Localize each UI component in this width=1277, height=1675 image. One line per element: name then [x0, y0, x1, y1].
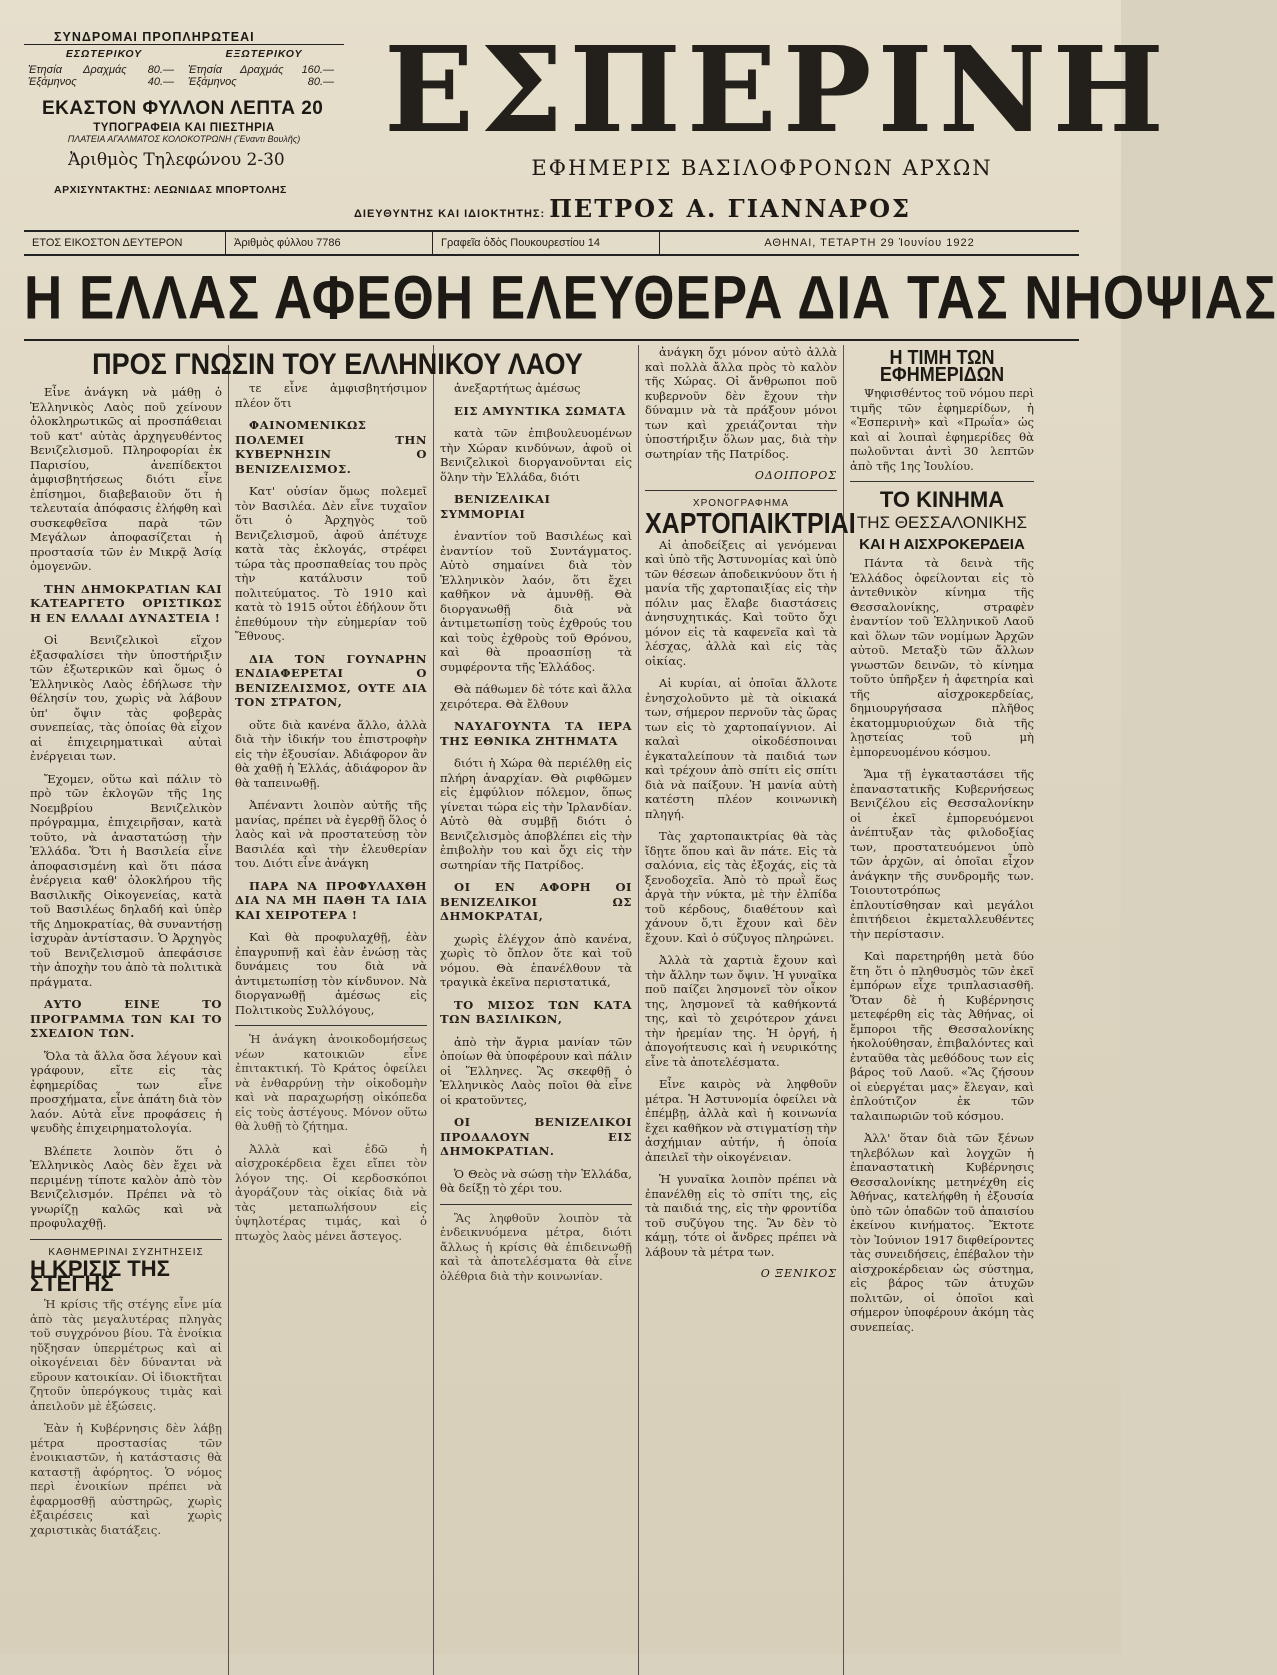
- info-year: ΕΤΟΣ ΕΙΚΟΣΤΟΝ ΔΕΥΤΕΡΟΝ: [24, 232, 226, 254]
- article-paragraph: Ἀλλὰ καὶ ἐδῶ ἡ αἰσχροκέρδεια ἔχει εἴπει τὸν λόγον της. Οἱ κερδοσκόποι ἀγοράζουν τὰς οἰκίας διὰ νὰ τὰς μεταπωλήσουν εἰς ὑψηλοτέρας τιμάς, καὶ ὁ πτωχὸς λαὸς μένει ἄστεγος.: [235, 1141, 427, 1243]
- masthead-left: [24, 30, 344, 230]
- column-4: [639, 345, 856, 1675]
- domestic-label: ΕΣΩΤΕΡΙΚΟΥ: [65, 48, 143, 60]
- subs-period: Ἑξάμηνος: [188, 76, 237, 88]
- article-paragraph: τε εἶνε ἀμφισβητήσιμον πλέον ὅτι: [235, 381, 427, 410]
- article-paragraph: κατὰ τῶν ἐπιβουλευομένων τὴν Χώραν κινδύνων, ἀφοῦ οἱ Βενιζελικοὶ διοργανοῦνται εἰς ὅλην τὴν Ἑλλάδα, διότι: [440, 426, 632, 484]
- newspaper-tagline: ΕΦΗΜΕΡΙΣ ΒΑΣΙΛΟΦΡΟΝΩΝ ΑΡΧΩΝ: [531, 156, 993, 180]
- subs-amount: 80.—: [147, 64, 174, 76]
- article-emphasis: ΑΥΤΟ ΕΙΝΕ ΤΟ ΠΡΟΓΡΑΜΜΑ ΤΩΝ ΚΑΙ ΤΟ ΣΧΕΔΙΟΝ ΤΩΝ.: [30, 997, 222, 1040]
- column-2: [229, 345, 434, 1675]
- article-paragraph: Θὰ πάθωμεν δὲ τότε καὶ ἄλλα χειρότερα. Θὰ ἔλθουν: [440, 682, 632, 711]
- lower-section-label: ΚΑΘΗΜΕΡΙΝΑΙ ΣΥΖΗΤΗΣΕΙΣ: [48, 1246, 204, 1258]
- article-paragraph: ἀνάγκη ὄχι μόνον αὐτὸ ἀλλὰ καὶ πολλὰ ἄλλα πρὸς τὸ καλὸν τῆς Χώρας. Οἱ ἄνθρωποι ποῦ κυβερνοῦν δὲν ἔχουν τὴν δύναμιν νὰ τὰ πράξουν μόνοι των καὶ χρειάζονται τὴν ὑποστήριξιν ὅλων μας, διὰ τὴν σωτηρίαν τῆς Πατρίδος.: [645, 345, 837, 461]
- article-emphasis: ΟΙ ΕΝ ΑΦΟΡΗ ΟΙ ΒΕΝΙΖΕΛΙΚΟΙ ΩΣ ΔΗΜΟΚΡΑΤΑΙ,: [440, 880, 632, 923]
- subs-row: [24, 64, 184, 76]
- subscriptions-table: [24, 48, 344, 88]
- director-name: ΠΕΤΡΟΣ Α. ΓΙΑΝΝΑΡΟΣ: [549, 194, 911, 223]
- article-paragraph: Ἡ κρίσις τῆς στέγης εἶνε μία ἀπὸ τὰς μεγαλυτέρας πληγὰς τοῦ συγχρόνου βίου. Τὰ ἐνοίκια ηὔξησαν ὑπερμέτρως καὶ αἱ οἰκογένειαι δὲν δύνανται νὰ εὕρουν κατοικίαν. Οἱ ἰδιοκτῆται ζητοῦν ὑπερόγκους τιμὰς καὶ ἀπειλοῦν μὲ ἐξώσεις.: [30, 1297, 222, 1413]
- section-rule: [235, 1025, 427, 1026]
- article-paragraph: Ἅμα τῇ ἐγκαταστάσει τῆς ἐπαναστατικῆς Κυβερνήσεως Βενιζέλου εἰς Θεσσαλονίκην οἱ ἐκεῖ ἐμπορευόμενοι ἀνέπτυξαν τὰς φιλοδοξίας των, προστατευόμενοι ὑπὸ τῶν ἀρχῶν, αἱ ὁποῖαι εἶχον ἀνάγκην τῆς συνδρομῆς των. Τοιουτοτρόπως ἐπλουτίσθησαν καὶ μεγάλοι ἐπιτήδειοι ἐκμεταλλευθέντες τὴν περίστασιν.: [850, 767, 1034, 941]
- editor-line: ΑΡΧΙΣΥΝΤΑΚΤΗΣ: ΛΕΩΝΙΔΑΣ ΜΠΟΡΤΟΛΗΣ: [54, 184, 287, 196]
- info-date: ΑΘΗΝΑΙ, ΤΕΤΑΡΤΗ 29 Ἰουνίου 1922: [764, 237, 975, 249]
- director-line: [344, 194, 1170, 223]
- subs-row: [24, 76, 184, 88]
- print-shop: ΤΥΠΟΓΡΑΦΕΙΑ ΚΑΙ ΠΙΕΣΤΗΡΙΑ: [93, 122, 275, 134]
- article-paragraph: Καὶ θὰ προφυλαχθῇ, ἐὰν ἐπαγρυπνῇ καὶ ἐὰν ἐνώσῃ τὰς δυνάμεις του διὰ νὰ ἀντιμετωπίσῃ τὸν κίνδυνον. Νὰ διοργανωθῇ ἀμέσως εἰς Πολιτικοὺς Συλλόγους,: [235, 930, 427, 1017]
- subscriptions-domestic: [24, 48, 184, 88]
- chronicle-author: Ο ΞΕΝΙΚΟΣ: [760, 1267, 837, 1280]
- article-paragraph: ἀνεξαρτήτως ἀμέσως: [454, 381, 581, 395]
- author-signature: ΟΔΟΙΠΟΡΟΣ: [754, 469, 837, 482]
- print-address: ΠΛΑΤΕΙΑ ΑΓΑΛΜΑΤΟΣ ΚΟΛΟΚΟΤΡΩΝΗ (Ἔναντι Βουλῆς): [67, 134, 301, 144]
- article-emphasis: ΟΙ ΒΕΝΙΖΕΛΙΚΟΙ ΠΡΟΔΑΛΟΥΝ ΕΙΣ ΔΗΜΟΚΡΑΤΙΑΝ.: [440, 1115, 632, 1158]
- article-paragraph: Οἱ Βενιζελικοὶ εἴχον ἐξασφαλίσει τὴν ὑποστήριξιν τῶν ἐξωτερικῶν καὶ ὅμως ὁ Ἑλληνικὸς Λαὸς ἐδήλωσε τὴν θέλησίν του, χωρὶς νὰ λάβουν ὑπ' ὄψιν τὰς φοβερὰς συνεπείας, τὰς ὁποίας θὰ εἶχον αἱ ἐπιχειρηματικαὶ αὐταὶ ἐνέργειαι των.: [30, 633, 222, 763]
- price-notice-title: Η ΤΙΜΗ ΤΩΝ ΕΦΗΜΕΡΙΔΩΝ: [879, 345, 1005, 386]
- article-emphasis: ΤΟ ΜΙΣΟΣ ΤΩΝ ΚΑΤΑ ΤΩΝ ΒΑΣΙΛΙΚΩΝ,: [440, 997, 632, 1026]
- masthead-right: [344, 20, 1171, 230]
- article-paragraph: Ἂς ληφθοῦν λοιπὸν τὰ ἐνδεικνυόμενα μέτρα, διότι ἄλλως ἡ κρίσις θὰ ἐπιδεινωθῇ καὶ τὰ ἀποτελέσματα θὰ εἶνε ὀλέθρια διὰ τὴν κοινωνίαν.: [440, 1210, 632, 1283]
- lower-article-title: Η ΚΡΙΣΙΣ ΤΗΣ ΣΤΕΓΗΣ: [30, 1256, 170, 1296]
- article-paragraph: Κατ' οὐσίαν ὅμως πολεμεῖ τὸν Βασιλέα. Δὲν εἶνε τυχαῖον ὅτι ὁ Ἀρχηγὸς τοῦ Βενιζελισμοῦ, ἀφοῦ ἀπέτυχε κατὰ τὰς ἐκλογάς, στρέφει τώρα τὰς προσπαθείας του πρὸς τὴν κατάλυσιν τοῦ πολιτεύματος. Τὸ 1910 καὶ κατὰ τὸ 1915 οὗτοι ἐδήλουν ὅτι ἐπεθύμουν τὴν εὐημερίαν τοῦ Ἔθνους.: [235, 484, 427, 643]
- article-paragraph: Ἔχομεν, οὕτω καὶ πάλιν τὸ πρὸ τῶν ἐκλογῶν τῆς 1ης Νοεμβρίου Βενιζελικὸν πρόγραμμα, ἐπιχειρῆσαν, κατὰ τοῦτο, νὰ ἀναστατώσῃ τὴν Ἑλλάδα. Ὅτι ἡ Βασιλεία εἶνε ἀποφασισμένη καὶ ὅτι πάσα ἐνέργεια καθ' ὁλοκλήρου τῆς Βασιλικῆς Οἰκογενείας, κατὰ τοῦ Βασιλέως δηλαδή καὶ ὑπὲρ τῆς Δημοκρατίας, θὰ συναντήσῃ ἰσχυρὰν ἀντίστασιν. Ὁ Ἀρχηγὸς τοῦ Βενιζελισμοῦ ἀπεφάσισε τὴν ἀποχὴν του ἀπὸ τὰ πολιτικὰ πράγματα.: [30, 771, 222, 989]
- subs-period: Ἐτησία: [28, 64, 62, 76]
- masthead: [24, 20, 1171, 230]
- info-bar: [24, 230, 1079, 256]
- main-article-title: ΠΡΟΣ ΓΝΩΣΙΝ ΤΟΥ ΕΛΛΗΝΙΚΟΥ ΛΑΟΥ: [92, 347, 583, 381]
- article-paragraph: Βλέπετε λοιπὸν ὅτι ὁ Ἑλληνικὸς Λαὸς δὲν ἔχει νὰ περιμένῃ τίποτε καλὸν ἀπὸ τὸν Βενιζελισμόν. Πρέπει νὰ τὸ γνωρίζῃ καλῶς καὶ νὰ προφυλαχθῇ.: [30, 1143, 222, 1230]
- kinima-title-3: ΚΑΙ Η ΑΙΣΧΡΟΚΕΡΔΕΙΑ: [859, 536, 1025, 553]
- article-paragraph: Ἀλλὰ τὰ χαρτιὰ ἔχουν καὶ τὴν ἄλλην των ὄψιν. Ἡ γυναῖκα ποῦ παίζει λησμονεῖ τὸν οἶκον της, λησμονεῖ τὰ καθήκοντά της, καὶ τὸ χειρότερον χάνει τὴν ἠρεμίαν της. Ἡ ὀργή, ἡ ἀπογοήτευσις καὶ ἡ νευρικότης εἶνε τὰ ἀποτελέσματα.: [645, 953, 837, 1069]
- article-emphasis: ΝΑΥΑΓΟΥΝΤΑ ΤΑ ΙΕΡΑ ΤΗΣ ΕΘΝΙΚΑ ΖΗΤΗΜΑΤΑ: [440, 719, 632, 748]
- article-paragraph: Ὅλα τὰ ἄλλα ὅσα λέγουν καὶ γράφουν, εἴτε εἰς τὰς ἐφημερίδας των εἶνε προσχήματα, εἶνε ἀπάτη διὰ τὸν λαόν. Αὐτὰ εἶνε προφάσεις ἡ ψευδὴς ἐπιχειρηματολογία.: [30, 1048, 222, 1135]
- article-paragraph: Εἶνε ἀνάγκη νὰ μάθῃ ὁ Ἑλληνικὸς Λαὸς ποῦ χείνουν ὁλοκληρωτικῶς αἱ προσπάθειαι τοῦ κατ' αὐτὰς ἀρχηγευθέντος Βενιζελισμοῦ. Πληροφορίαι ἐκ Παρισίου, ἀνεπίδεκτοι ἀμφισβητήσεως διότι εἶνε ἐπίσημοι, διαβεβαιοῦν ὅτι ἡ τελευταία ἀπόφασις ἐλήφθη καὶ συσκεφθεῖσα παρὰ τῶν Μεγάλων ἀποφασίζεται ἡ προστασία τῶν ἐν Μικρᾷ Ἀσίᾳ ὁμογενῶν.: [30, 385, 222, 573]
- article-paragraph: διότι ἡ Χώρα θὰ περιέλθῃ εἰς πλήρη ἀναρχίαν. Θὰ ριφθῶμεν εἰς ἐμφύλιον πόλεμον, ὅπως γίνεται τώρα εἰς τὴν Ἰρλανδίαν. Αὐτὸ θὰ συμβῇ διότι ὁ Βενιζελισμὸς ἀποβλέπει εἰς τὴν ἐπιβολὴν του καὶ ὄχι εἰς τὴν σωτηρίαν τῆς Πατρίδος.: [440, 756, 632, 872]
- article-emphasis: ΕΙΣ ΑΜΥΝΤΙΚΑ ΣΩΜΑΤΑ: [454, 403, 626, 418]
- section-rule: [645, 490, 837, 491]
- article-emphasis: ΔΙΑ ΤΟΝ ΓΟΥΝΑΡΗΝ ΕΝΔΙΑΦΕΡΕΤΑΙ Ο ΒΕΝΙΖΕΛΙΣΜΟΣ, ΟΥΤΕ ΔΙΑ ΤΟΝ ΣΤΡΑΤΟΝ,: [235, 651, 427, 709]
- foreign-label: ΕΞΩΤΕΡΙΚΟΥ: [225, 48, 303, 60]
- article-paragraph: Τὰς χαρτοπαικτρίας θὰ τὰς ἴδῃτε ὅπου καὶ ἂν πάτε. Εἰς τὰ σαλόνια, εἰς τὰς ἐξοχάς, εἰς τὰ ξενοδοχεῖα. Ἀπὸ τὸ πρωῒ ἕως ἀργὰ τὴν νύκτα, μὲ τὴν ἐλπίδα τοῦ κέρδους, διαθέτουν καὶ χάνουν ὅ,τι ἔχουν καὶ δὲν ἔχουν. Καὶ ὁ σύζυγος πληρώνει.: [645, 829, 837, 945]
- info-office: Γραφεῖα ὁδὸς Πουκουρεστίου 14: [433, 232, 660, 254]
- article-paragraph: Ἐὰν ἡ Κυβέρνησις δὲν λάβῃ μέτρα προστασίας τῶν ἐνοικιαστῶν, ἡ κατάστασις θὰ καταστῇ ἀφόρητος. Ὁ νόμος περὶ ἐνοικίων πρέπει νὰ ἐφαρμοσθῇ αὐστηρῶς, χωρὶς ἐξαιρέσεις καὶ χωρὶς χαριστικὰς διατάξεις.: [30, 1421, 222, 1537]
- subs-amount: 40.—: [147, 76, 174, 88]
- chronicle-label: ΧΡΟΝΟΓΡΑΦΗΜΑ: [692, 497, 790, 509]
- article-paragraph: οὔτε διὰ κανένα ἄλλο, ἀλλὰ διὰ τὴν ἰδικήν του ἐπιστροφὴν εἰς τὴν ἐξουσίαν. Ἀδιάφορον ἂν θὰ χαθῇ ἡ Ἑλλάς, ἀδιάφορον ἂν θὰ ταπεινωθῇ.: [235, 717, 427, 790]
- article-emphasis: ΤΗΝ ΔΗΜΟΚΡΑΤΙΑΝ ΚΑΙ ΚΑΤΕΑΡΓΕΤΟ ΟΡΙΣΤΙΚΩΣ Η ΕΝ ΕΛΛΑΔΙ ΔΥΝΑΣΤΕΙΑ !: [30, 581, 222, 625]
- price-line: ΕΚΑΣΤΟΝ ΦΥΛΛΟΝ ΛΕΠΤΑ 20: [42, 98, 324, 119]
- article-emphasis: ΠΑΡΑ ΝΑ ΠΡΟΦΥΛΑΧΘΗ ΔΙΑ ΝΑ ΜΗ ΠΑΘΗ ΤΑ ΙΔΙΑ ΚΑΙ ΧΕΙΡΟΤΕΡΑ !: [235, 878, 427, 922]
- headline-rule: [24, 339, 1079, 341]
- section-rule: [30, 1239, 222, 1240]
- article-paragraph: Αἱ κυρίαι, αἱ ὁποῖαι ἄλλοτε ἐνησχολοῦντο μὲ τὰ οἰκιακά των, σήμερον περνοῦν τὰς ὥρας των εἰς τὸ χαρτοπαίγνιον. Αἱ καλαὶ οἰκοδέσποιναι ἐγκαταλείπουν τὰ παιδιά των καὶ τρέχουν ἀπὸ σπίτι εἰς σπίτι διὰ νὰ παίξουν. Ἡ μανία αὐτὴ κατέστη πλέον κοινωνικὴ πληγή.: [645, 676, 837, 821]
- director-label: ΔΙΕΥΘΥΝΤΗΣ ΚΑΙ ΙΔΙΟΚΤΗΤΗΣ:: [354, 208, 546, 220]
- article-paragraph: Ἡ ἀνάγκη ἀνοικοδομήσεως νέων κατοικιῶν εἶνε ἐπιτακτική. Τὸ Κράτος ὀφείλει νὰ ἐνθαρρύνῃ τὴν οἰκοδομὴν καὶ νὰ παραχωρήσῃ οἰκόπεδα εἰς τοὺς ἀστέγους. Μόνον οὕτω θὰ λυθῇ τὸ ζήτημα.: [235, 1032, 427, 1133]
- kinima-title-2: ΤΗΣ ΘΕΣΣΑΛΟΝΙΚΗΣ: [856, 513, 1028, 532]
- article-paragraph: Ἀπέναντι λοιπὸν αὐτῆς τῆς μανίας, πρέπει νὰ ἐγερθῇ ὅλος ὁ λαὸς καὶ νὰ προστατεύσῃ τὸν Βασιλέα καὶ τὴν ἐλευθερίαν του. Διότι εἶνε ἀνάγκη: [235, 798, 427, 870]
- kinima-title-1: ΤΟ ΚΙΝΗΜΑ: [879, 487, 1005, 512]
- phone-line: Ἀριθμὸς Τηλεφώνου 2-30: [68, 150, 285, 170]
- column-5: [844, 345, 1040, 1675]
- subs-row: [184, 64, 344, 76]
- section-rule: [850, 481, 1034, 482]
- article-paragraph: Ἡ γυναῖκα λοιπὸν πρέπει νὰ ἐπανέλθῃ εἰς τὸ σπίτι της, εἰς τὰ παιδιά της, εἰς τὴν φροντίδα τοῦ συζύγου της. Ἂν δὲν τὸ κάμῃ, τότε οἱ ἄνδρες πρέπει νὰ λάβουν τὰ μέτρα των.: [645, 1172, 837, 1259]
- article-paragraph: χωρὶς ἐλέγχον ἀπὸ κανένα, χωρὶς τὸ ὄπλον ὅτε καὶ τοῦ νόμου. Θὰ ἐπανέλθουν τὰ τραγικὰ ἐκεῖνα περιστατικά,: [440, 931, 632, 989]
- article-emphasis: ΒΕΝΙΖΕΛΙΚΑΙ ΣΥΜΜΟΡΙΑΙ: [440, 492, 551, 521]
- article-paragraph: ἀπὸ τὴν ἄγρια μανίαν τῶν ὁποίων θὰ ὑποφέρουν καὶ πάλιν οἱ Ἕλληνες. Ἂς σκεφθῇ ὁ Ἑλληνικὸς Λαὸς ποῖοι θὰ εἶνε οἱ κρατοῦντες,: [440, 1034, 632, 1107]
- subs-amount: 160.—: [301, 64, 334, 76]
- column-3: [434, 345, 639, 1675]
- info-issue: Ἀριθμὸς φύλλου 7786: [226, 232, 433, 254]
- article-paragraph: Πάντα τὰ δεινὰ τῆς Ἑλλάδος ὀφείλονται εἰς τὸ ἀντεθνικὸν κίνημα τῆς Θεσσαλονίκης, στραφὲν ἐναντίον τοῦ Ἑλληνικοῦ Λαοῦ καὶ ὅλων τῶν νομίμων Ἀρχῶν αὐτοῦ. Μεταξὺ τῶν ἄλλων γνωστῶν δεινῶν, τὸ κίνημα τοῦτο ὑπῆρξεν ἡ ἀφετηρία καὶ τῆς αἰσχροκερδείας, δημιουργήσασα πλῆθος ἑκατομμυριούχων διὰ τῆς λῃστείας τοῦ μὴ ἐμπορευομένου κόσμου.: [850, 556, 1034, 759]
- chronicle-title: ΧΑΡΤΟΠΑΙΚΤΡΙΑΙ: [645, 507, 856, 541]
- price-notice-text: Ψηφισθέντος τοῦ νόμου περὶ τιμῆς τῶν ἐφημερίδων, ἡ «Ἑσπερινὴ» καὶ «Πρωΐα» ὡς καὶ αἱ λοιπαὶ ἐφημερίδες θὰ πωλοῦνται ἀντὶ 30 λεπτῶν ἀπὸ τῆς 1ης Ἰουλίου.: [850, 386, 1034, 473]
- subs-period: Ἑξάμηνος: [28, 76, 77, 88]
- body-columns: [24, 345, 1079, 1675]
- subscriptions-foreign: [184, 48, 344, 88]
- subscriptions-title: ΣΥΝΔΡΟΜΑΙ ΠΡΟΠΛΗΡΩΤΕΑΙ: [24, 30, 344, 45]
- article-paragraph: Ὁ Θεὸς νὰ σώσῃ τὴν Ἑλλάδα, θὰ δείξῃ τὸ χέρι του.: [440, 1166, 632, 1195]
- article-emphasis: ΦΑΙΝΟΜΕΝΙΚΩΣ ΠΟΛΕΜΕΙ ΤΗΝ ΚΥΒΕΡΝΗΣΙΝ Ο ΒΕΝΙΖΕΛΙΣΜΟΣ.: [235, 418, 427, 476]
- section-rule: [440, 1204, 632, 1205]
- article-paragraph: ἐναντίον τοῦ Βασιλέως καὶ ἐναντίον τοῦ Συντάγματος. Αὐτὸ σημαίνει διὰ τὸν Ἑλληνικὸν λαόν, ὅτι ἔχει καθῆκον νὰ ἀμυνθῇ. Θὰ διοργανωθῇ διὰ νὰ ἀντιμετωπίσῃ τοὺς ἐχθρούς του καὶ τοὺς ἐχθροὺς τοῦ Θρόνου, καὶ θὰ προασπίσῃ τὰ συμφέροντα τῆς Ἑλλάδος.: [440, 529, 632, 674]
- article-paragraph: Καὶ παρετηρήθη μετὰ δύο ἔτη ὅτι ὁ πληθυσμὸς τῶν ἐκεῖ ἐμπόρων εἶχε τριπλασιασθῆ. Ὅταν δὲ ἡ Κυβέρνησις μετεφέρθη εἰς τὰς Ἀθήνας, οἱ ἔμποροι τῆς Θεσσαλονίκης ἠκολούθησαν, ἐπιβαλόντες καὶ ἐνταῦθα τὰς μεθόδους των εἰς βάρος τοῦ Λαοῦ. «Ἂς ζήσουν οἱ εὐεργέται μας» ἔλεγαν, καὶ ἐπλούτιζον ἐκ τῶν ταλαιπωριῶν τοῦ κόσμου.: [850, 949, 1034, 1123]
- article-paragraph: Αἱ ἀποδείξεις αἱ γενόμεναι καὶ ὑπὸ τῆς Ἀστυνομίας καὶ ὑπὸ τῶν θέσεων ἀποδεικνύουν ὅτι ἡ μανία τῆς χαρτοπαιξίας εἰς τὴν πόλιν μας ἔλαβε διαστάσεις ἀνησυχητικάς. Καὶ τοῦτο ὄχι μόνον εἰς τὰ καφενεῖα καὶ τὰ λέσχας, ἀλλὰ καὶ εἰς τὰς οἰκίας.: [645, 537, 837, 668]
- article-paragraph: Ἀλλ' ὅταν διὰ τῶν ξένων τηλεβόλων καὶ λογχῶν ἡ ἐπαναστατικὴ Κυβέρνησις Θεσσαλονίκης μετηνέχθη εἰς Ἀθήνας, κατελήφθη ἡ ἐξουσία ὑπὸ τῶν ὀπαδῶν τοῦ ἀπαισίου ἐκείνου κινήματος. Ἔκτοτε τὸν Ἰούνιον 1917 διφθείροντες τὰς συνειδήσεις, ἐπέβαλον τὴν αἰσχροκέρδειαν ὡς σύστημα, εἰς βάρος τῶν ἀτυχῶν πολιτῶν, οἱ ὁποῖοι καὶ σήμερον ὑποφέρουν ἀκόμη τὰς συνεπείας.: [850, 1131, 1034, 1334]
- newspaper-title: ΕΣΠΕΡΙΝΗ: [384, 20, 1171, 159]
- subs-period: Ἐτησία: [188, 64, 222, 76]
- subs-unit: Δραχμάς: [239, 64, 284, 76]
- article-paragraph: Εἶνε καιρὸς νὰ ληφθοῦν μέτρα. Ἡ Ἀστυνομία ὀφείλει νὰ ἐπέμβῃ, ἀλλὰ καὶ ἡ κοινωνία ἔχει καθῆκον νὰ στιγματίσῃ τὴν ἀσχήμιαν αὐτήν, ἡ ὁποία ἀπειλεῖ τὴν οἰκογένειαν.: [645, 1077, 837, 1164]
- subs-row: [184, 76, 344, 88]
- subs-unit: Δραχμάς: [83, 64, 127, 76]
- main-headline: Η ΕΛΛΑΣ ΑΦΕΘΗ ΕΛΕΥΘΕΡΑ ΔΙΑ ΤΑΣ ΝΗΟΨΙΑΣ: [24, 264, 1277, 333]
- subs-amount: 80.—: [307, 76, 334, 88]
